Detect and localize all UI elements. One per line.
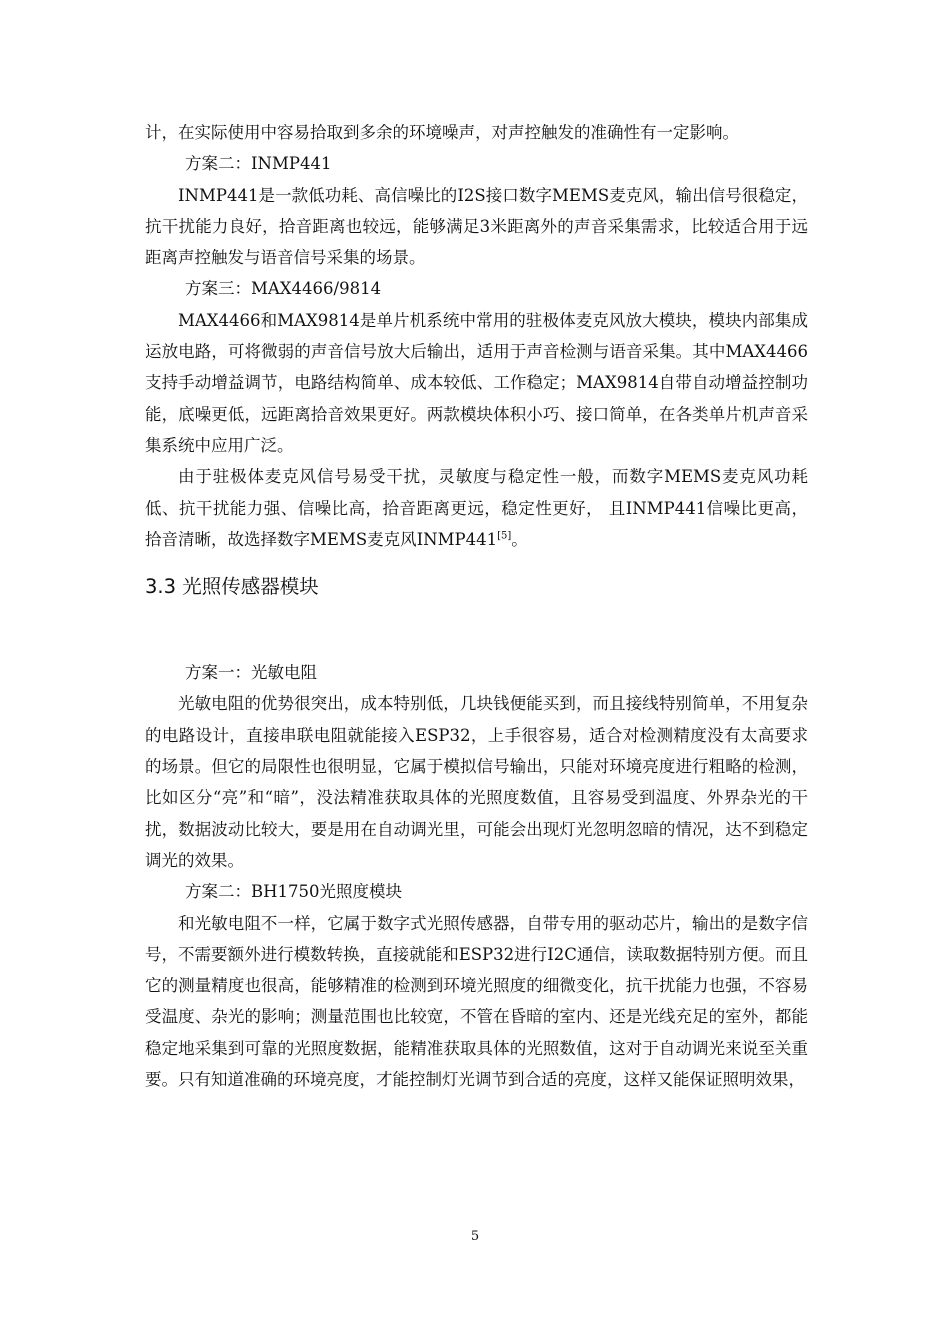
citation-ref: [5] [497,530,512,542]
conclusion-text: 由于驻极体麦克风信号易受干扰，灵敏度与稳定性一般，而数字MEMS麦克风功耗低、抗干扰能力强、信噪比高，拾音距离更远，稳定性更好， 且INMP441信噪比更高，拾音清晰，故选择数字MEMS麦克风INMP441 [145,467,808,549]
paragraph-max4466: MAX4466和MAX9814是单片机系统中常用的驻极体麦克风放大模块，模块内部集成运放电路，可将微弱的声音信号放大后输出，适用于声音检测与语音采集。其中MAX4466支持手动增益调节，电路结构简单、成本较低、工作稳定；MAX9814自带自动增益控制功能，底噪更低，远距离拾音效果更好。两款模块体积小巧、接口简单，在各类单片机声音采集系统中应用广泛。 [145,310,808,455]
scheme-3-label: 方案三：MAX4466/9814 [185,279,382,299]
scheme-2-label: 方案二：INMP441 [185,154,332,174]
paragraph-continued: 计，在实际使用中容易拾取到多余的环境噪声，对声控触发的准确性有一定影响。 [145,123,739,142]
scheme-1-label: 方案一：光敏电阻 [185,663,317,683]
section-heading: 3.3 光照传感器模块 [145,575,319,599]
page-content [145,117,808,1095]
paragraph-conclusion [145,461,808,555]
scheme-bh1750-label: 方案二：BH1750光照度模块 [185,882,403,902]
conclusion-tail: 。 [511,529,528,549]
paragraph-photoresistor: 光敏电阻的优势很突出，成本特别低，几块钱便能买到，而且接线特别简单，不用复杂的电路设计，直接串联电阻就能接入ESP32，上手很容易，适合对检测精度没有太高要求的场景。但它的局限性也很明显，它属于模拟信号输出，只能对环境亮度进行粗略的检测，比如区分“亮”和“暗”，没法精准获取具体的光照度数值，且容易受到温度、外界杂光的干扰，数据波动比较大，要是用在自动调光里，可能会出现灯光忽明忽暗的情况，达不到稳定调光的效果。 [145,694,808,870]
paragraph-bh1750: 和光敏电阻不一样，它属于数字式光照传感器，自带专用的驱动芯片，输出的是数字信号，不需要额外进行模数转换，直接就能和ESP32进行I2C通信，读取数据特别方便。而且它的测量精度也很高，能够精准的检测到环境光照度的细微变化，抗干扰能力也强，不容易受温度、杂光的影响；测量范围也比较宽，不管在昏暗的室内、还是光线充足的室外，都能稳定地采集到可靠的光照度数据，能精准获取具体的光照数值，这对于自动调光来说至关重要。只有知道准确的环境亮度，才能控制灯光调节到合适的亮度，这样又能保证照明效果， [145,913,808,1090]
page-number: 5 [470,1229,480,1244]
paragraph-inmp441: INMP441是一款低功耗、高信噪比的I2S接口数字MEMS麦克风，输出信号很稳定，抗干扰能力良好，拾音距离也较远，能够满足3米距离外的声音采集需求，比较适合用于远距离声控触发与语音信号采集的场景。 [145,185,808,268]
